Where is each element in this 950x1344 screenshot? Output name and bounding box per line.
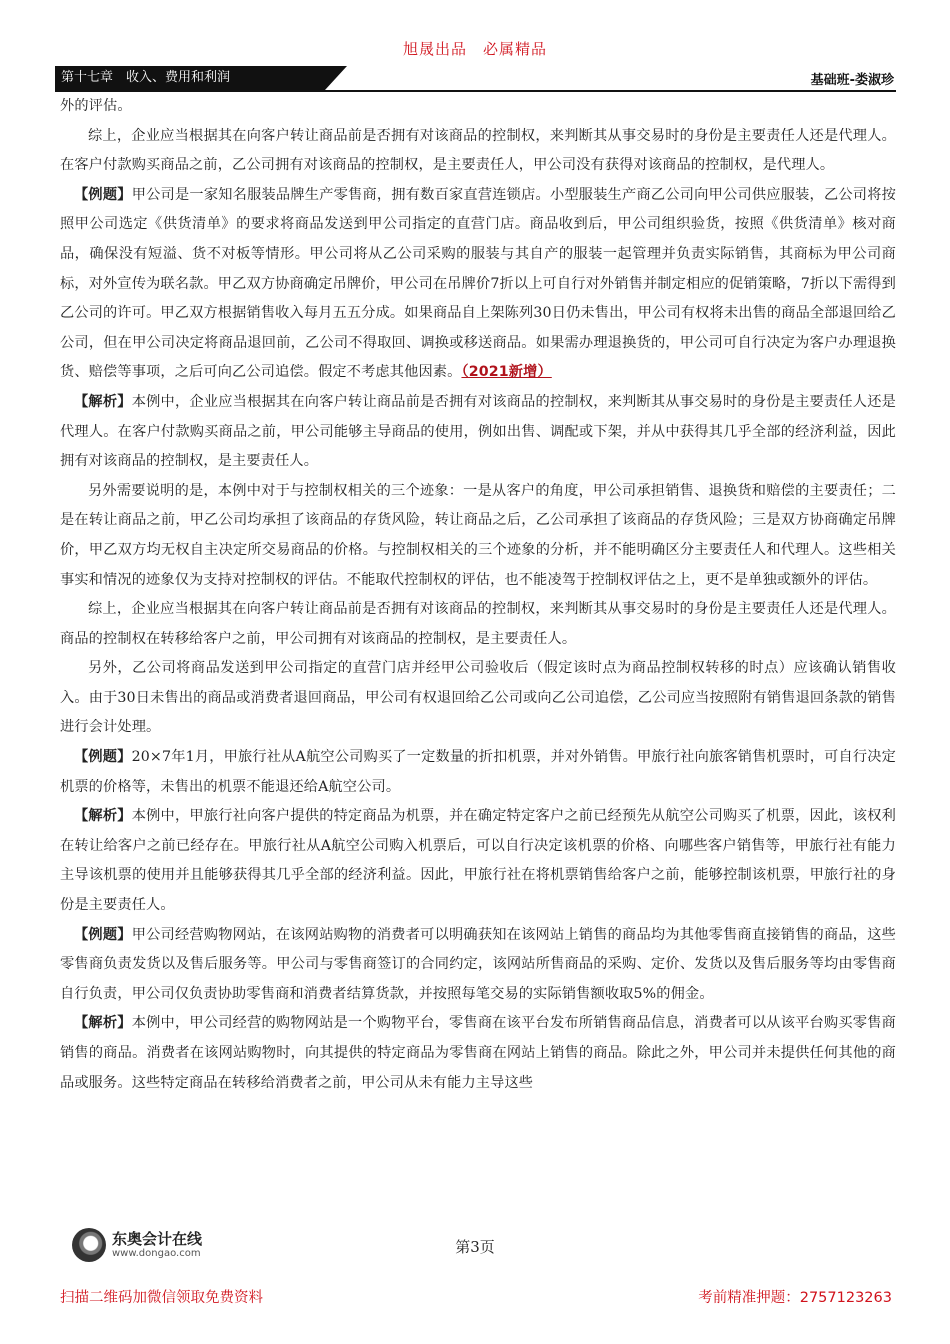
example-2: 【例题】20×7年1月，甲旅行社从A航空公司购买了一定数量的折扣机票，并对外销售。甲旅行社向旅客销售机票时，可自行决定机票的价格等，未售出的机票不能退还给A航空公司。 xyxy=(60,749,896,795)
example-3: 【例题】甲公司经营购物网站，在该网站购物的消费者可以明确获知在该网站上销售的商品均为其他零售商直接销售的商品，这些零售商负责发货以及售后服务等。甲公司与零售商签订的合同约定，该网站所售商品的采购、定价、发货以及售后服务等均由零售商自行负责，甲公司仅负责协助零售商和消费者结算货款，并按照每笔交易的实际销售额收取5%的佣金。 xyxy=(60,926,896,1002)
chapter-tab-slant xyxy=(325,66,347,90)
analysis-tag: 【解析】 xyxy=(74,808,132,825)
course-teacher: 基础班-娄淑珍 xyxy=(810,73,894,88)
footer-promo-left: 扫描二维码加微信领取免费资料 xyxy=(60,1290,263,1306)
analysis-1: 【解析】本例中，企业应当根据其在向客户转让商品前是否拥有对该商品的控制权，来判断其从事交易时的身份是主要责任人还是代理人。在客户付款购买商品之前，甲公司能够主导商品的使用，例如出售、调配或下架，并从中获得其几乎全部的经济利益，因此拥有对该商品的控制权，是主要责任人。 xyxy=(60,393,896,470)
analysis-3: 【解析】本例中，甲公司经营的购物网站是一个购物平台，零售商在该平台发布所销售商品信息，消费者可以从该平台购买零售商销售的商品。消费者在该网站购物时，向其提供的特定商品为零售商在网站上销售的商品。除此之外，甲公司并未提供任何其他的商品或服务。这些特定商品在转移给消费者之前，甲公司从未有能力主导这些 xyxy=(60,1015,896,1091)
paragraph-1: 综上，企业应当根据其在向客户转让商品前是否拥有对该商品的控制权，来判断其从事交易时的身份是主要责任人还是代理人。在客户付款购买商品之前，乙公司拥有对该商品的控制权，是主要责任人，甲公司没有获得对该商品的控制权，是代理人。 xyxy=(60,127,896,174)
footer-promo-right: 考前精准押题：2757123263 xyxy=(698,1290,892,1306)
page-number: 第3页 xyxy=(455,1238,495,1256)
paragraph-6: 另外，乙公司将商品发送到甲公司指定的直营门店并经甲公司验收后（假定该时点为商品控制权转移的时点）应该确认销售收入。由于30日未售出的商品或消费者退回商品，甲公司有权退回给乙公司或向乙公司追偿，乙公司应当按照附有销售退回条款的销售进行会计处理。 xyxy=(60,660,896,736)
paragraph-0: 外的评估。 xyxy=(60,98,132,114)
paragraph-5: 综上，企业应当根据其在向客户转让商品前是否拥有对该商品的控制权，来判断其从事交易时的身份是主要责任人还是代理人。商品的控制权在转移给客户之前，甲公司拥有对该商品的控制权，是主要责任人。 xyxy=(60,601,896,647)
example-tag: 【例题】 xyxy=(74,749,132,766)
logo-name: 东奥会计在线 xyxy=(112,1230,203,1248)
example-tag: 【例题】 xyxy=(74,186,132,203)
example-1: 【例题】甲公司是一家知名服装品牌生产零售商，拥有数百家直营连锁店。小型服装生产商乙公司向甲公司供应服装，乙公司将按照甲公司选定《供货清单》的要求将商品发送到甲公司指定的直营门店。商品收到后，甲公司组织验货，按照《供货清单》核对商品，确保没有短溢、货不对板等情形。甲公司将从乙公司采购的服装与其自产的服装一起管理并负责实际销售，其商标为甲公司商标，对外宣传为联名款。甲乙双方协商确定吊牌价，甲公司在吊牌价7折以上可自行对外销售并制定相应的促销策略，7折以下需得到乙公司的许可。甲乙双方根据销售收入每月五五分成。如果商品自上架陈列30日仍未售出，甲公司有权将未出售的商品全部退回给乙公司，但在甲公司决定将商品退回前，乙公司不得取回、调换或移送商品。如果需办理退换货的，甲公司可自行决定为客户办理退换货、赔偿等事项，之后可向乙公司追偿。假定不考虑其他因素。（2021新增） xyxy=(60,186,896,381)
chapter-title: 第十七章 收入、费用和利润 xyxy=(55,66,325,90)
logo-url: www.dongao.com xyxy=(112,1248,201,1259)
top-banner: 旭晟出品 必属精品 xyxy=(402,40,547,58)
analysis-2: 【解析】本例中，甲旅行社向客户提供的特定商品为机票，并在确定特定客户之前已经预先从航空公司购买了机票，因此，该权利在转让给客户之前已经存在。甲旅行社从A航空公司购入机票后，可以自行决定该机票的价格、向哪些客户销售等，甲旅行社有能力主导该机票的使用并且能够获得其几乎全部的经济利益。因此，甲旅行社在将机票销售给客户之前，能够控制该机票，甲旅行社的身份是主要责任人。 xyxy=(60,808,896,914)
analysis-tag: 【解析】 xyxy=(74,1015,132,1032)
document-body xyxy=(60,92,896,1098)
chapter-header xyxy=(55,66,896,92)
new-2021-tag: （2021新增） xyxy=(461,364,552,381)
paragraph-4: 另外需要说明的是，本例中对于与控制权相关的三个迹象：一是从客户的角度，甲公司承担销售、退换货和赔偿的主要责任；二是在转让商品之前，甲乙公司均承担了该商品的存货风险，转让商品之后，乙公司承担了该商品的存货风险；三是双方协商确定吊牌价，甲乙双方均无权自主决定所交易商品的价格。与控制权相关的三个迹象的分析，并不能明确区分主要责任人和代理人。这些相关事实和情况的迹象仅为支持对控制权的评估。不能取代控制权的评估，也不能凌驾于控制权评估之上，更不是单独或额外的评估。 xyxy=(60,482,896,588)
example-tag: 【例题】 xyxy=(74,926,132,943)
analysis-tag: 【解析】 xyxy=(74,393,132,410)
